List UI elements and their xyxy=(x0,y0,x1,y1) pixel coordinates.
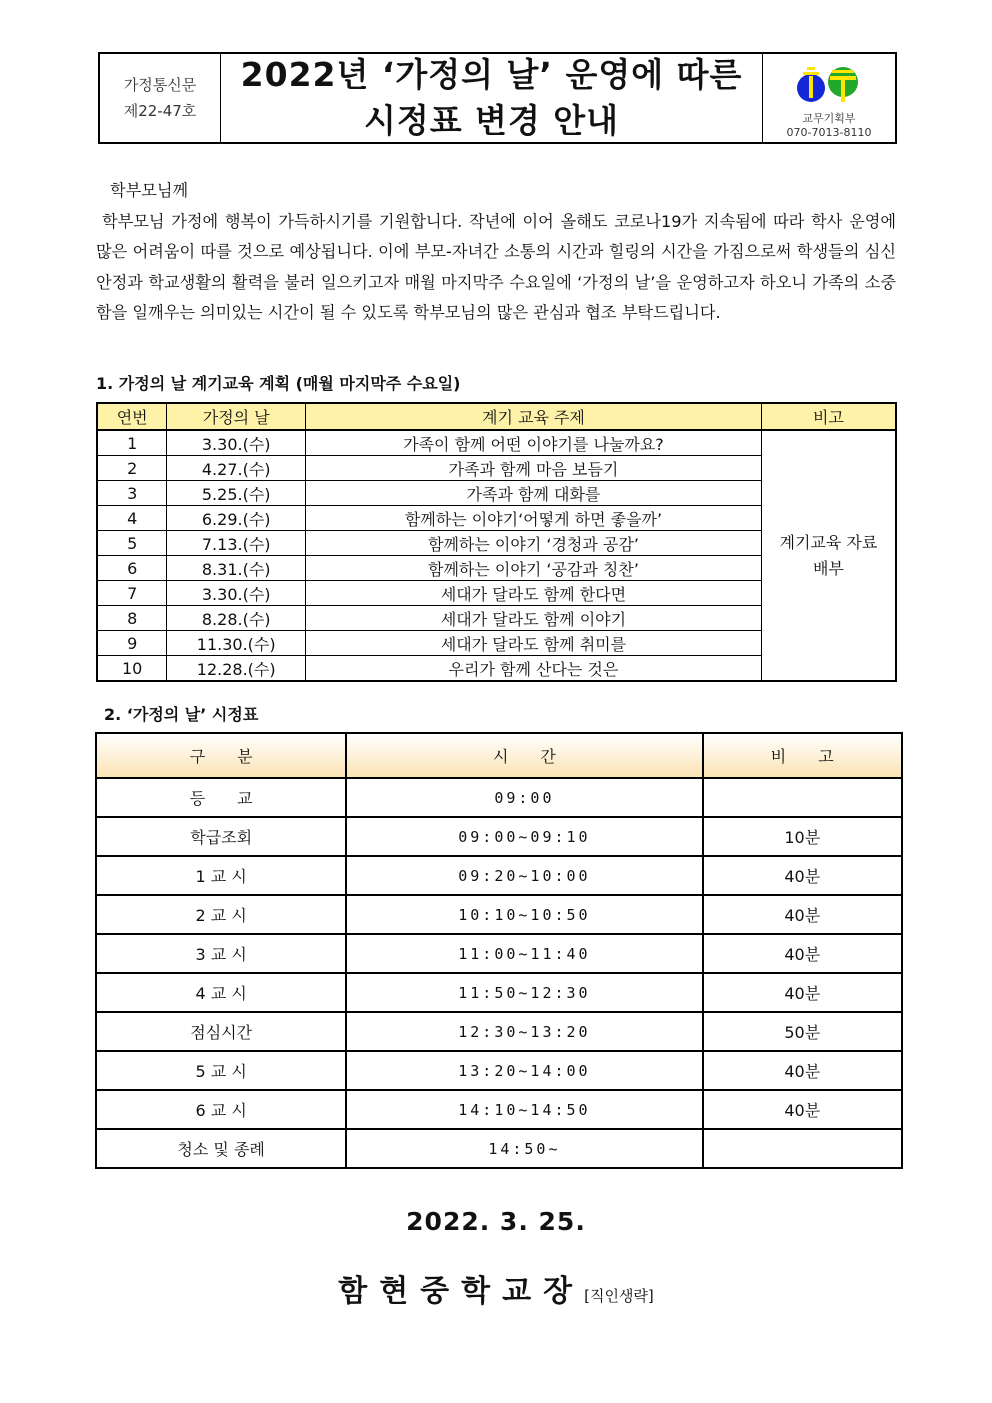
period-time: 12:30~13:20 xyxy=(346,1012,702,1051)
period-time: 13:20~14:00 xyxy=(346,1051,702,1090)
period-name: 3 교 시 xyxy=(96,934,346,973)
table-row xyxy=(96,1051,902,1090)
signer-name: 함현중학교장 xyxy=(338,1274,585,1309)
period-note: 50분 xyxy=(703,1012,902,1051)
document-header xyxy=(98,52,897,144)
department: 교무기획부 xyxy=(802,112,856,125)
education-topic: 가족이 함께 어떤 이야기를 나눌까요? xyxy=(306,430,762,456)
education-topic: 가족과 함께 대화를 xyxy=(306,481,762,506)
period-note xyxy=(703,1129,902,1168)
signature-line xyxy=(0,1266,992,1310)
row-number: 2 xyxy=(97,456,167,481)
period-name: 4 교 시 xyxy=(96,973,346,1012)
family-day-date: 4.27.(수) xyxy=(167,456,306,481)
table-row xyxy=(96,895,902,934)
row-number: 5 xyxy=(97,531,167,556)
table-row xyxy=(96,817,902,856)
family-day-date: 8.31.(수) xyxy=(167,556,306,581)
col-header-note: 비 고 xyxy=(703,733,902,778)
col-header-time: 시 간 xyxy=(346,733,702,778)
period-note: 40분 xyxy=(703,1051,902,1090)
doc-number: 제22-47호 xyxy=(123,102,197,120)
family-day-date: 3.30.(수) xyxy=(167,581,306,606)
section1-title: 1. 가정의 날 계기교육 계획 (매월 마지막주 수요일) xyxy=(96,374,461,393)
period-name: 6 교 시 xyxy=(96,1090,346,1129)
greeting: 학부모님께 xyxy=(110,181,189,200)
remark-line-2: 배부 xyxy=(812,558,844,578)
period-time: 09:00 xyxy=(346,778,702,817)
education-topic: 세대가 달라도 함께 이야기 xyxy=(306,606,762,631)
family-day-date: 5.25.(수) xyxy=(167,481,306,506)
table-row xyxy=(96,934,902,973)
col-header-topic: 계기 교육 주제 xyxy=(306,403,762,430)
row-number: 9 xyxy=(97,631,167,656)
family-day-date: 3.30.(수) xyxy=(167,430,306,456)
table-header-row xyxy=(97,403,896,430)
period-name: 청소 및 종례 xyxy=(96,1129,346,1168)
education-topic: 함께하는 이야기‘어떻게 하면 좋을까’ xyxy=(306,506,762,531)
document-title xyxy=(221,54,762,142)
education-topic: 가족과 함께 마음 보듬기 xyxy=(306,456,762,481)
education-topic: 함께하는 이야기 ‘경청과 공감’ xyxy=(306,531,762,556)
period-time: 14:50~ xyxy=(346,1129,702,1168)
family-day-date: 11.30.(수) xyxy=(167,631,306,656)
timetable xyxy=(95,732,903,1169)
period-time: 10:10~10:50 xyxy=(346,895,702,934)
period-name: 학급조회 xyxy=(96,817,346,856)
title-line-1: 2022년 ‘가정의 날’ 운영에 따른 xyxy=(240,55,743,94)
period-time: 11:00~11:40 xyxy=(346,934,702,973)
period-name: 5 교 시 xyxy=(96,1051,346,1090)
period-note: 40분 xyxy=(703,856,902,895)
table-row xyxy=(96,778,902,817)
section2-title: 2. ‘가정의 날’ 시정표 xyxy=(104,705,259,724)
table-row xyxy=(96,973,902,1012)
row-number: 7 xyxy=(97,581,167,606)
table-row xyxy=(96,1012,902,1051)
table-row xyxy=(96,856,902,895)
period-time: 14:10~14:50 xyxy=(346,1090,702,1129)
family-day-date: 7.13.(수) xyxy=(167,531,306,556)
col-header-item: 구 분 xyxy=(96,733,346,778)
period-note: 40분 xyxy=(703,973,902,1012)
header-dept-info xyxy=(762,54,895,142)
education-topic: 세대가 달라도 함께 한다면 xyxy=(306,581,762,606)
table-row xyxy=(96,1129,902,1168)
school-logo-icon xyxy=(796,64,862,106)
row-number: 10 xyxy=(97,656,167,682)
letter-paragraph: 학부모님 가정에 행복이 가득하시기를 기원합니다. 작년에 이어 올해도 코로나19가 지속됨에 따라 학사 운영에 많은 어려움이 따를 것으로 예상됩니다. 이에 부모-자녀간 소통의 시간과 힐링의 시간을 가짐으로써 학생들의 심신안정과 학교생활의 활력을 불러 일으키고자 매월 마지막주 수요일에 ‘가정의 날’을 운영하고자 하오니 가족의 소중함을 일깨우는 의미있는 시간이 될 수 있도록 학부모님의 많은 관심과 협조 부탁드립니다. xyxy=(96,211,896,322)
family-day-date: 6.29.(수) xyxy=(167,506,306,531)
remark-cell xyxy=(761,430,896,681)
issue-date: 2022. 3. 25. xyxy=(406,1207,586,1236)
education-plan-rows xyxy=(97,430,896,681)
row-number: 1 xyxy=(97,430,167,456)
period-name: 1 교 시 xyxy=(96,856,346,895)
row-number: 4 xyxy=(97,506,167,531)
table-row xyxy=(97,430,896,456)
education-topic: 세대가 달라도 함께 취미를 xyxy=(306,631,762,656)
phone-number: 070-7013-8110 xyxy=(786,126,872,139)
row-number: 8 xyxy=(97,606,167,631)
row-number: 3 xyxy=(97,481,167,506)
stamp-note: [직인생략] xyxy=(584,1287,654,1305)
col-header-date: 가정의 날 xyxy=(167,403,306,430)
period-name: 점심시간 xyxy=(96,1012,346,1051)
period-time: 11:50~12:30 xyxy=(346,973,702,1012)
period-name: 2 교 시 xyxy=(96,895,346,934)
education-plan-table xyxy=(96,402,897,682)
letter-body xyxy=(96,176,896,329)
col-header-remark: 비고 xyxy=(761,403,896,430)
period-time: 09:00~09:10 xyxy=(346,817,702,856)
family-day-date: 12.28.(수) xyxy=(167,656,306,682)
doc-type: 가정통신문 xyxy=(123,76,197,94)
period-time: 09:20~10:00 xyxy=(346,856,702,895)
remark-line-1: 계기교육 자료 xyxy=(779,532,878,552)
col-header-no: 연번 xyxy=(97,403,167,430)
education-topic: 함께하는 이야기 ‘공감과 칭찬’ xyxy=(306,556,762,581)
period-note: 10분 xyxy=(703,817,902,856)
period-note: 40분 xyxy=(703,934,902,973)
header-doc-info xyxy=(100,54,221,142)
title-line-2: 시정표 변경 안내 xyxy=(363,101,620,140)
row-number: 6 xyxy=(97,556,167,581)
period-note: 40분 xyxy=(703,1090,902,1129)
period-note xyxy=(703,778,902,817)
education-topic: 우리가 함께 산다는 것은 xyxy=(306,656,762,682)
table-header-row xyxy=(96,733,902,778)
timetable-rows xyxy=(96,778,902,1168)
family-day-date: 8.28.(수) xyxy=(167,606,306,631)
period-name: 등 교 xyxy=(96,778,346,817)
period-note: 40분 xyxy=(703,895,902,934)
table-row xyxy=(96,1090,902,1129)
